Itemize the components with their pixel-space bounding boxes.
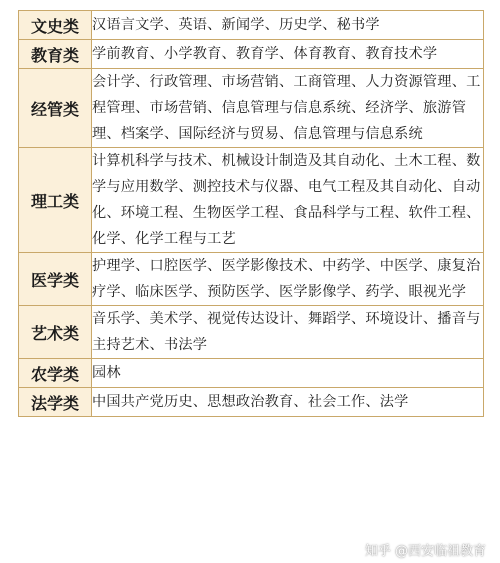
table-row-ligong xyxy=(19,148,484,253)
category-label: 教育类 xyxy=(19,40,92,69)
major-list: 护理学、口腔医学、医学影像技术、中药学、中医学、康复治疗学、临床医学、预防医学、医学影像学、药学、眼视光学 xyxy=(92,253,484,306)
table-row-faxue xyxy=(19,388,484,417)
category-label: 艺术类 xyxy=(19,306,92,359)
table-row-jiaoyu xyxy=(19,40,484,69)
category-label: 农学类 xyxy=(19,359,92,388)
major-list: 学前教育、小学教育、教育学、体育教育、教育技术学 xyxy=(92,40,484,69)
major-list: 汉语言文学、英语、新闻学、历史学、秘书学 xyxy=(92,11,484,40)
category-label: 理工类 xyxy=(19,148,92,253)
table-row-jingguan xyxy=(19,69,484,148)
major-list: 计算机科学与技术、机械设计制造及其自动化、土木工程、数学与应用数学、测控技术与仪器、电气工程及其自动化、自动化、环境工程、生物医学工程、食品科学与工程、软件工程、化学、化学工程与工艺 xyxy=(92,148,484,253)
watermark: 知乎 @西安临祖教育 xyxy=(364,544,486,559)
table-row-wenshi xyxy=(19,11,484,40)
category-label: 经管类 xyxy=(19,69,92,148)
table-row-nongxue xyxy=(19,359,484,388)
table-row-yixue xyxy=(19,253,484,306)
major-list: 园林 xyxy=(92,359,484,388)
major-category-table xyxy=(18,10,484,417)
category-label: 文史类 xyxy=(19,11,92,40)
major-list: 音乐学、美术学、视觉传达设计、舞蹈学、环境设计、播音与主持艺术、书法学 xyxy=(92,306,484,359)
major-list: 中国共产党历史、思想政治教育、社会工作、法学 xyxy=(92,388,484,417)
category-label: 医学类 xyxy=(19,253,92,306)
category-label: 法学类 xyxy=(19,388,92,417)
table-row-yishu xyxy=(19,306,484,359)
major-list: 会计学、行政管理、市场营销、工商管理、人力资源管理、工程管理、市场营销、信息管理与信息系统、经济学、旅游管理、档案学、国际经济与贸易、信息管理与信息系统 xyxy=(92,69,484,148)
